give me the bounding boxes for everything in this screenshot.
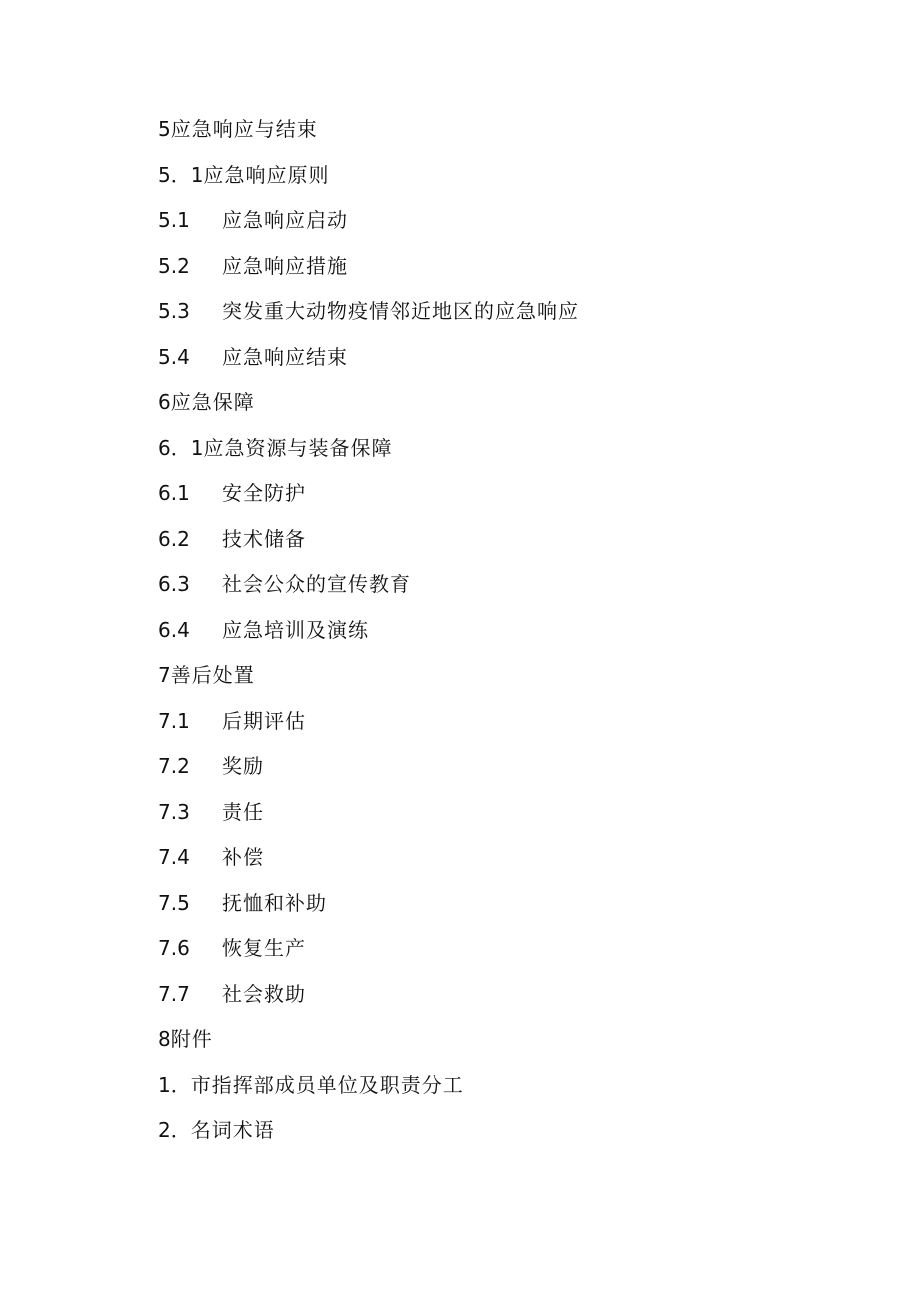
section-number: 8 [158,1027,171,1051]
toc-line [158,1068,878,1114]
toc-line [158,340,878,386]
document-page [158,112,878,1159]
section-title: 补偿 [222,845,264,869]
toc-line [158,476,878,522]
section-number: 5.4 [158,344,190,369]
toc-line [158,522,878,568]
section-title: 市指挥部成员单位及职责分工 [190,1072,464,1097]
section-number: 5．1 [158,162,204,187]
section-number: 6.4 [158,617,190,642]
section-title: 应急响应与结束 [170,117,318,141]
section-number: 6 [158,390,171,414]
section-title: 抚恤和补助 [222,890,327,915]
section-title: 应急响应措施 [222,253,348,278]
section-number: 7.2 [158,754,190,778]
section-number: 6．1 [158,435,204,460]
section-number: 7.4 [158,845,190,869]
toc-line [158,613,878,659]
section-title: 应急保障 [170,390,255,414]
section-title: 后期评估 [222,708,306,733]
section-title: 应急响应原则 [203,162,330,187]
section-title: 社会救助 [222,981,306,1006]
section-title: 名词术语 [190,1118,275,1142]
toc-line [158,385,878,431]
section-number: 5.3 [158,299,190,323]
section-title: 奖励 [222,754,264,778]
section-title: 责任 [222,799,264,824]
section-title: 应急资源与装备保障 [203,435,393,460]
toc-line [158,795,878,841]
toc-line [158,249,878,295]
section-number: 6.3 [158,572,190,596]
section-number: 1． [158,1072,191,1097]
toc-line [158,1022,878,1068]
section-number: 7.3 [158,799,190,824]
section-title: 突发重大动物疫情邻近地区的应急响应 [222,299,579,323]
section-title: 应急响应结束 [222,344,348,369]
toc-line [158,112,878,158]
toc-line [158,203,878,249]
section-title: 社会公众的宣传教育 [222,572,411,596]
section-number: 7.7 [158,981,190,1006]
toc-line [158,931,878,977]
section-title: 应急响应启动 [222,208,348,232]
toc-line [158,704,878,750]
toc-line [158,886,878,932]
section-title: 附件 [170,1027,213,1051]
section-number: 6.1 [158,481,190,505]
section-number: 7.6 [158,936,190,960]
section-title: 善后处置 [170,663,255,687]
section-number: 7.1 [158,708,190,733]
toc-line [158,431,878,477]
section-number: 7 [158,663,171,687]
toc-line [158,158,878,204]
toc-line [158,567,878,613]
section-number: 7.5 [158,890,190,915]
section-title: 应急培训及演练 [222,617,369,642]
toc-line [158,1113,878,1159]
section-number: 5.2 [158,253,190,278]
section-number: 5.1 [158,208,190,232]
section-number: 5 [158,117,171,141]
toc-line [158,294,878,340]
section-title: 恢复生产 [222,936,306,960]
toc-line [158,658,878,704]
toc-line [158,840,878,886]
section-title: 安全防护 [222,481,306,505]
section-number: 2． [158,1118,191,1142]
section-number: 6.2 [158,526,190,551]
section-title: 技术储备 [222,526,306,551]
toc-line [158,977,878,1023]
toc-line [158,749,878,795]
